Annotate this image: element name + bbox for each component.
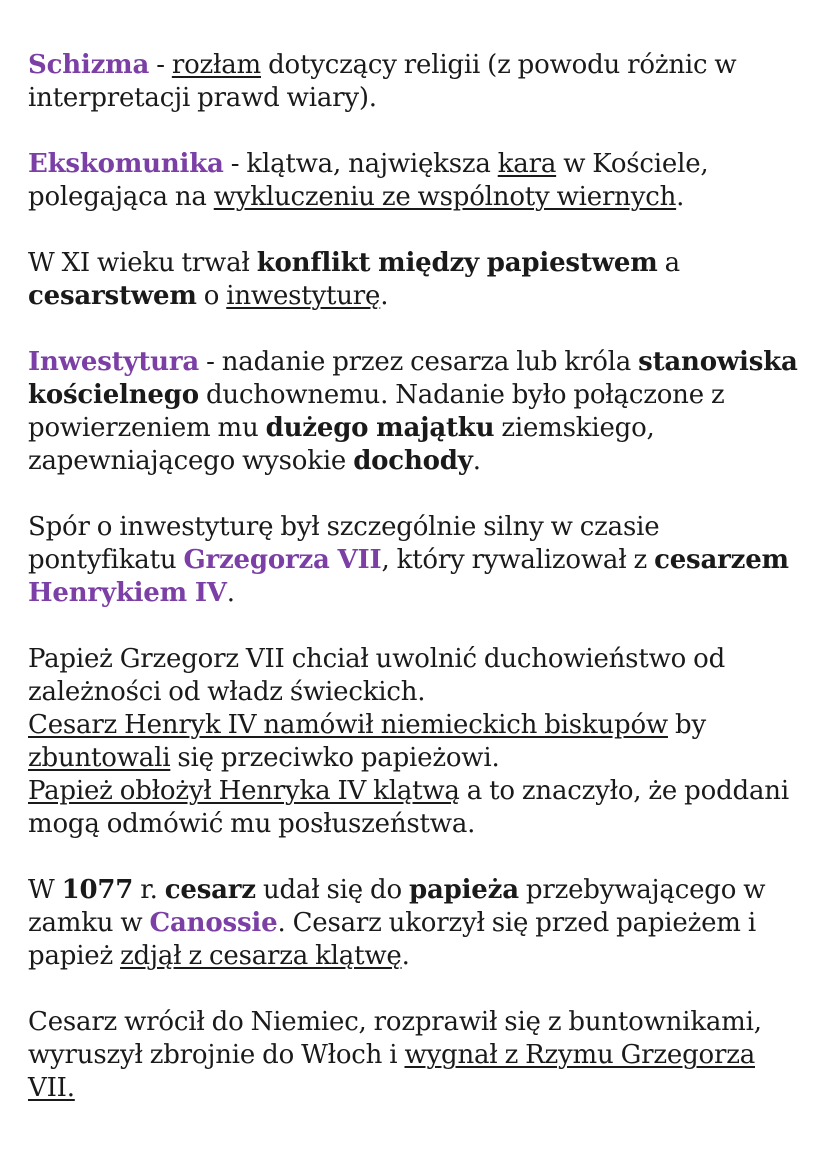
- term-canossie: Canossie: [149, 908, 278, 938]
- bold-phrase: cesarstwem: [28, 281, 197, 311]
- bold-phrase: dużego majątku: [265, 413, 495, 443]
- underlined-phrase: kara: [497, 149, 557, 179]
- paragraph-aftermath: Cesarz wrócił do Niemiec, rozprawił się z buntownikami, wyruszył zbrojnie do Włoch i wygnał z Rzymu Grzegorza VII.: [28, 1007, 762, 1103]
- paragraph-ekskomunika: Ekskomunika - klątwa, największa kara w Kościele, polegająca na wykluczeniu ze wspólnoty wiernych.: [28, 149, 709, 212]
- bold-phrase: papieża: [409, 875, 519, 905]
- term-grzegorz: Grzegorza VII: [183, 545, 382, 575]
- document-page: [28, 49, 808, 1138]
- underlined-phrase: Cesarz Henryk IV namówił niemieckich biskupów: [28, 710, 668, 740]
- term-inwestytura: Inwestytura: [28, 347, 200, 377]
- term-ekskomunika: Ekskomunika: [28, 149, 224, 179]
- underlined-phrase: rozłam: [171, 50, 262, 80]
- paragraph-pope-actions: Papież Grzegorz VII chciał uwolnić duchowieństwo od zależności od władz świeckich. Cesarz Henryk IV namówił niemieckich biskupów by zbuntowali się przeciwko papieżowi. Papież obłożył Henryka IV klątwą a to znaczyło, że poddani mogą odmówić mu posłuszeństwa.: [28, 644, 789, 839]
- paragraph-inwestytura: Inwestytura - nadanie przez cesarza lub króla stanowiska kościelnego duchownemu. Nadanie było połączone z powierzeniem mu dużego majątku ziemskiego, zapewniającego wysokie dochody.: [28, 347, 798, 476]
- bold-phrase: dochody: [353, 446, 473, 476]
- underlined-phrase: wykluczeniu ze wspólnoty wiernych: [213, 182, 677, 212]
- underlined-phrase: zbuntowali: [28, 743, 171, 773]
- paragraph-conflict: W XI wieku trwał konflikt między papiestwem a cesarstwem o inwestyturę.: [28, 248, 680, 311]
- paragraph-dispute: Spór o inwestyturę był szczególnie silny w czasie pontyfikatu Grzegorza VII, który rywalizował z cesarzem Henrykiem IV.: [28, 512, 789, 608]
- paragraph-schizma: Schizma - rozłam dotyczący religii (z powodu różnic w interpretacji prawd wiary).: [28, 50, 737, 113]
- bold-phrase: konflikt między papiestwem: [256, 248, 658, 278]
- underlined-phrase: Papież obłożył Henryka IV klątwą: [28, 776, 460, 806]
- underlined-phrase: wygnał z Rzymu Grzegorza VII.: [28, 1040, 755, 1103]
- bold-year: 1077: [61, 875, 134, 905]
- term-schizma: Schizma: [28, 50, 150, 80]
- bold-phrase: stanowiska kościelnego: [28, 347, 798, 410]
- term-henryk: Henrykiem IV: [28, 578, 227, 608]
- bold-phrase: cesarzem: [654, 545, 789, 575]
- paragraph-canossa: W 1077 r. cesarz udał się do papieża przebywającego w zamku w Canossie. Cesarz ukorzył się przed papieżem i papież zdjął z cesarza klątwę.: [28, 875, 766, 971]
- bold-phrase: cesarz: [164, 875, 256, 905]
- underlined-phrase: inwestyturę: [226, 281, 381, 311]
- underlined-phrase: zdjął z cesarza klątwę: [120, 941, 402, 971]
